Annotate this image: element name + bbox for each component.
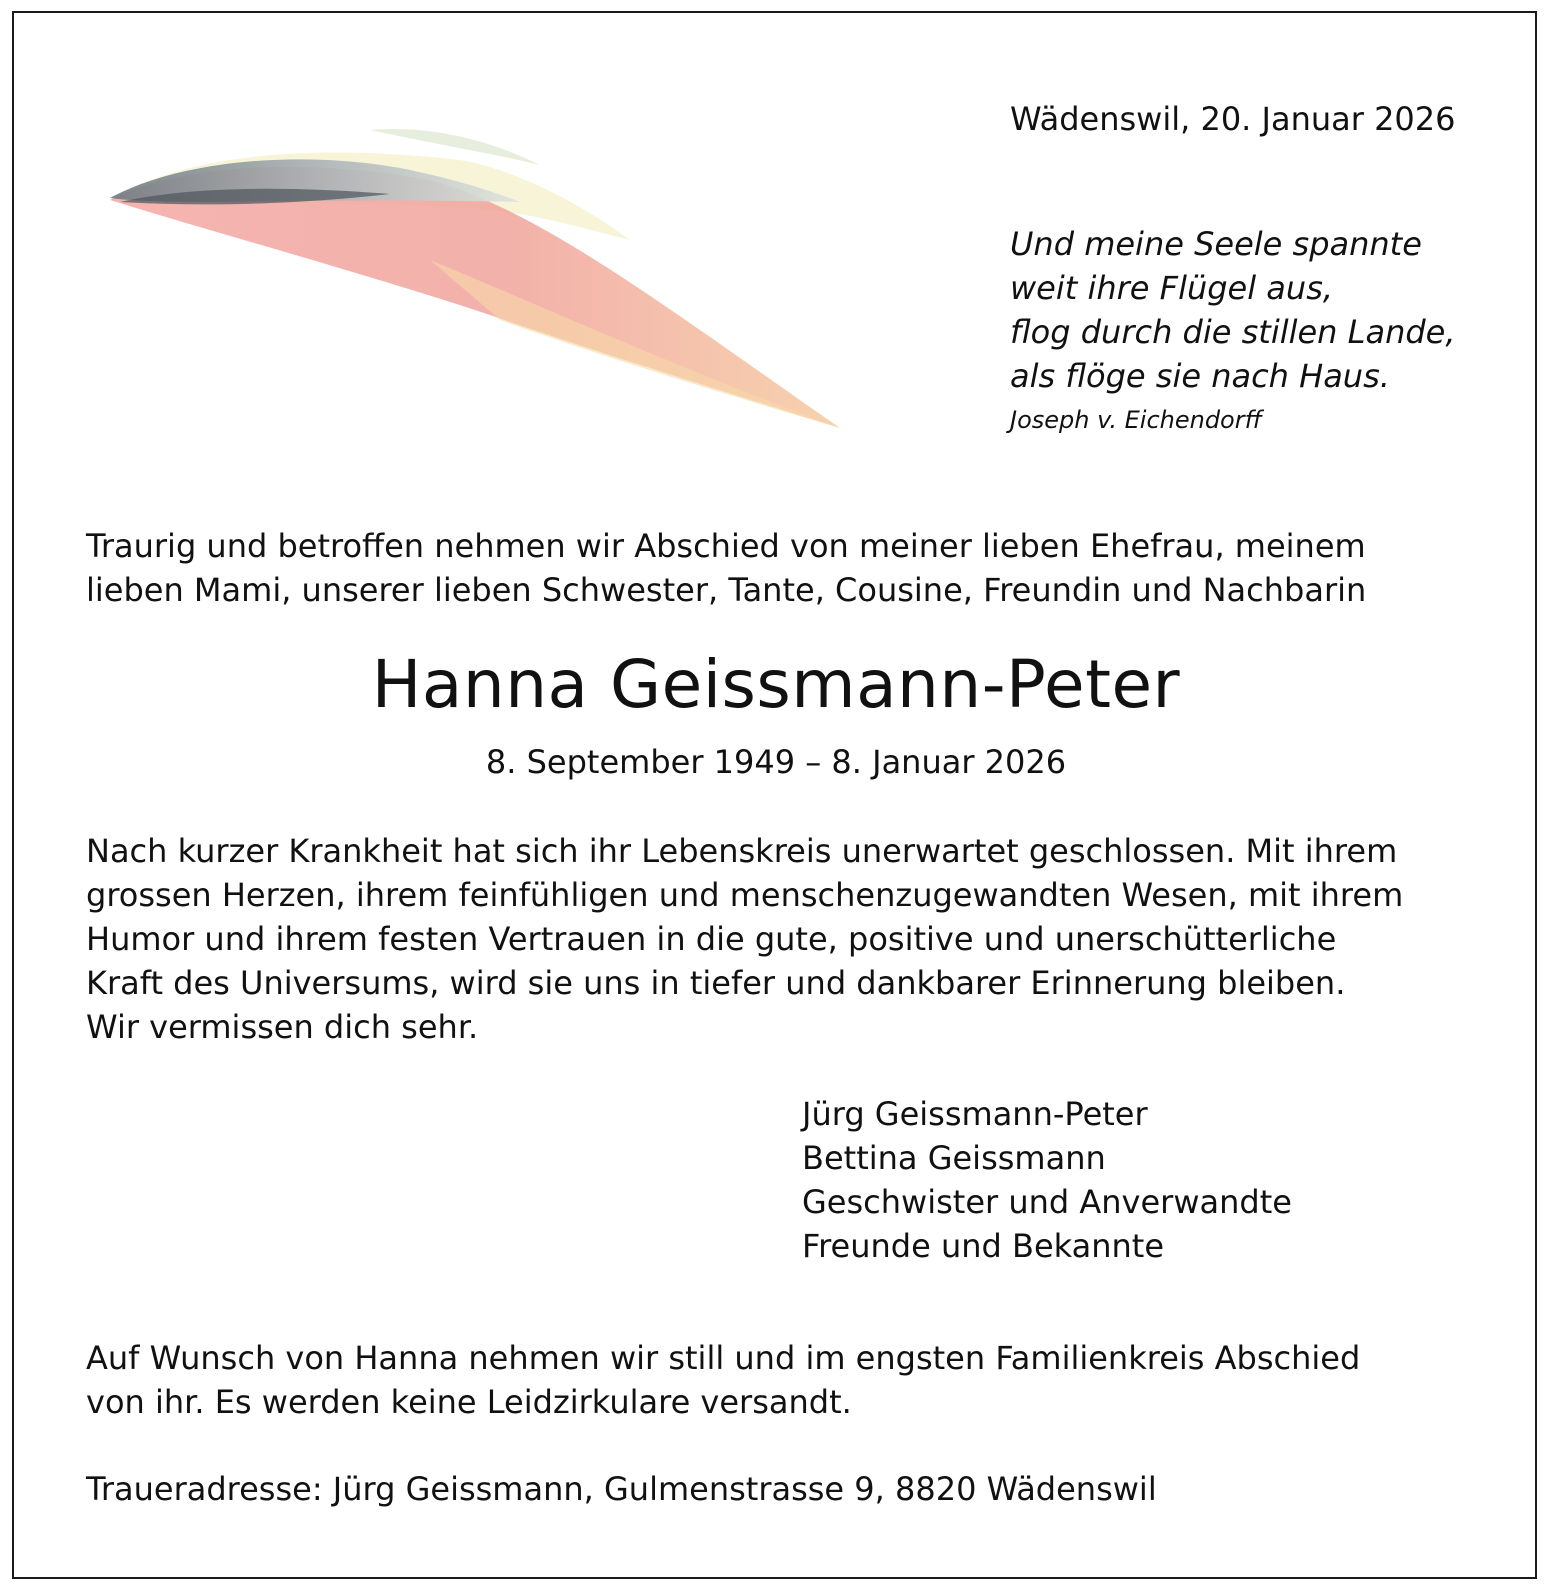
signer-name: Bettina Geissmann bbox=[802, 1139, 1106, 1177]
signer-name: Jürg Geissmann-Peter bbox=[802, 1095, 1148, 1133]
intro-line: lieben Mami, unserer lieben Schwester, Tante, Cousine, Freundin und Nachbarin bbox=[86, 571, 1367, 609]
deceased-name: Hanna Geissmann-Peter bbox=[371, 646, 1181, 723]
life-dates: 8. September 1949 – 8. Januar 2026 bbox=[485, 743, 1067, 781]
intro-text bbox=[86, 524, 1366, 612]
poem-line: Und meine Seele spannte bbox=[1010, 225, 1422, 263]
body-line: grossen Herzen, ihrem feinfühligen und menschenzugewandten Wesen, mit ihrem bbox=[86, 876, 1404, 914]
body-line: Nach kurzer Krankheit hat sich ihr Lebenskreis unerwartet geschlossen. Mit ihrem bbox=[86, 832, 1398, 870]
poem-author: Joseph v. Eichendorff bbox=[1010, 406, 1262, 434]
body-line: Humor und ihrem festen Vertrauen in die gute, positive und unerschütterliche bbox=[86, 920, 1337, 958]
poem bbox=[1010, 222, 1456, 398]
signers-list bbox=[802, 1092, 1292, 1268]
signer-name: Geschwister und Anverwandte bbox=[802, 1183, 1292, 1221]
note-line: von ihr. Es werden keine Leidzirkulare versandt. bbox=[86, 1383, 852, 1421]
body-line: Kraft des Universums, wird sie uns in tiefer und dankbarer Erinnerung bleiben. bbox=[86, 964, 1346, 1002]
intro-line: Traurig und betroffen nehmen wir Abschied von meiner lieben Ehefrau, meinem bbox=[86, 527, 1366, 565]
body-text bbox=[86, 829, 1403, 1049]
note-line: Auf Wunsch von Hanna nehmen wir still und im engsten Familienkreis Abschied bbox=[86, 1339, 1361, 1377]
signer-name: Freunde und Bekannte bbox=[802, 1227, 1165, 1265]
body-line: Wir vermissen dich sehr. bbox=[86, 1008, 479, 1046]
place-date: Wädenswil, 20. Januar 2026 bbox=[1010, 100, 1456, 138]
farewell-note bbox=[86, 1336, 1360, 1424]
poem-line: flog durch die stillen Lande, bbox=[1010, 313, 1456, 351]
watercolor-feather-image bbox=[70, 90, 870, 460]
poem-line: als flöge sie nach Haus. bbox=[1010, 357, 1390, 395]
mourning-address: Traueradresse: Jürg Geissmann, Gulmenstrasse 9, 8820 Wädenswil bbox=[86, 1470, 1157, 1508]
poem-line: weit ihre Flügel aus, bbox=[1010, 269, 1334, 307]
